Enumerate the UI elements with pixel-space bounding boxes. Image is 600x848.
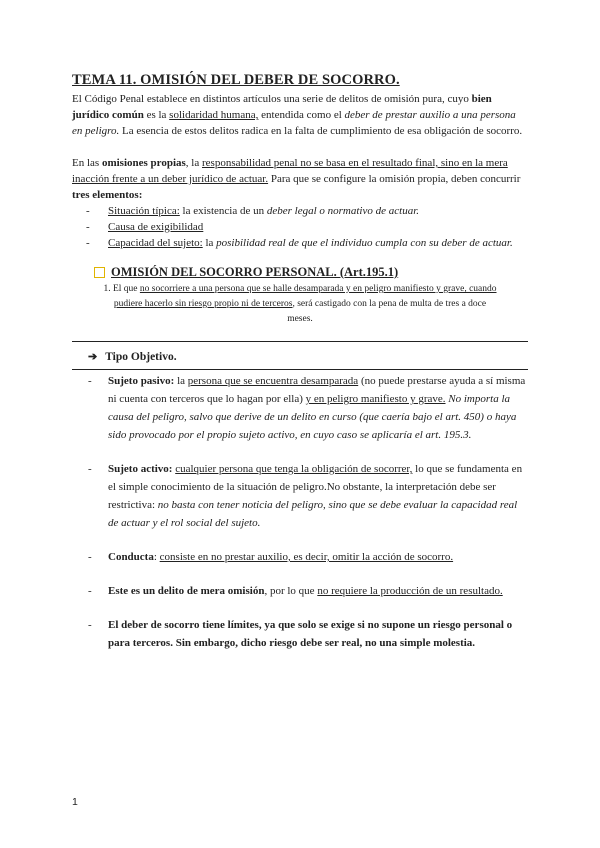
tipo-objetivo-list (72, 372, 528, 652)
omisiones-propias-paragraph (72, 155, 528, 203)
elemento-text: la existencia de un (179, 205, 267, 217)
intro-underline-solidaridad: solidaridad humana, (169, 109, 259, 121)
list-item-limites (72, 616, 528, 652)
article-text-2: , será castigado con la pena de multa de tres a doce meses. (287, 299, 487, 324)
dash-bullet: - (86, 237, 90, 249)
propias-text-2: , la (185, 157, 202, 169)
list-item (72, 203, 528, 219)
propias-text-1: En las (72, 157, 102, 169)
elementos-list (72, 203, 528, 251)
intro-text-2: es la (143, 109, 170, 121)
checkbox-square-icon (94, 267, 105, 278)
item-bold: Sujeto activo: (108, 463, 173, 475)
list-item-conducta (72, 548, 528, 566)
section-heading (94, 265, 528, 280)
intro-text-3: entendida como el (258, 109, 345, 121)
elemento-italic: posibilidad real de que el individuo cumpla con su deber de actuar. (216, 237, 513, 249)
page-number: 1 (72, 796, 78, 808)
item-italic: No importa la causa del peligro, salvo que derive de un delito en curso (que caería bajo el art. 450) o haya sido provocado por el propio sujeto activo, en cuyo caso se aplicaría el art. 195.3. (108, 393, 517, 441)
intro-italic-deber: deber de prestar auxilio a una persona en peligro. (72, 109, 516, 137)
tipo-objetivo-label: Tipo Objetivo. (105, 350, 177, 363)
arrow-right-icon: ➔ (88, 351, 98, 363)
propias-text-3: Para que se configure la omisión propia, deben concurrir (268, 173, 521, 185)
section-title-text: OMISIÓN DEL SOCORRO PERSONAL. (Art.195.1) (111, 265, 399, 279)
article-quote (102, 282, 498, 327)
item-underline: y en peligro manifiesto y grave. (305, 393, 446, 405)
list-item-sujeto-pasivo (72, 372, 528, 444)
dash-bullet: - (88, 375, 92, 387)
document-page (72, 72, 528, 668)
divider-bottom (72, 369, 528, 370)
elemento-text: la (202, 237, 217, 249)
item-text: (no puede prestarse ayuda a sí misma ni cuenta con terceros que lo hagan por ella) (108, 375, 526, 405)
elemento-label: Causa de exigibilidad (108, 221, 204, 233)
tipo-objetivo-heading (72, 342, 528, 369)
item-underline: persona que se encuentra desamparada (187, 375, 359, 387)
item-bold: Conducta (108, 551, 154, 563)
intro-text-1: El Código Penal establece en distintos artículos una serie de delitos de omisión pura, cuyo (72, 93, 472, 105)
dash-bullet: - (86, 205, 90, 217)
item-text: , por lo que (264, 585, 318, 597)
dash-bullet: - (88, 619, 92, 631)
list-item (72, 235, 528, 251)
page-title: TEMA 11. OMISIÓN DEL DEBER DE SOCORRO. (72, 72, 400, 88)
item-underline: consiste en no prestar auxilio, es decir, omitir la acción de socorro. (159, 551, 454, 563)
elemento-label: Situación típica: (108, 205, 180, 217)
dash-bullet: - (86, 221, 90, 233)
list-item-sujeto-activo (72, 460, 528, 532)
item-underline: no requiere la producción de un resultado. (317, 585, 503, 597)
item-text: : (153, 551, 160, 563)
article-text-1: 1. El que (103, 284, 140, 294)
item-italic: no basta con tener noticia del peligro, sino que se debe evaluar la capacidad real de actuar y el rol social del sujeto. (108, 499, 518, 529)
item-bold: Sujeto pasivo: (108, 375, 175, 387)
propias-bold-tres-elementos: tres elementos: (72, 189, 143, 201)
elemento-label: Capacidad del sujeto: (108, 237, 203, 249)
item-text: lo que se fundamenta en el simple conocimiento de la situación de peligro.No obstante, la interpretación debe ser restrictiva: (108, 463, 523, 511)
item-underline: cualquier persona que tenga la obligación de socorrer, (175, 463, 413, 475)
item-text: la (174, 375, 188, 387)
dash-bullet: - (88, 551, 92, 563)
dash-bullet: - (88, 585, 92, 597)
article-underline: no socorriere a una persona que se halle desamparada y en peligro manifiesto y grave, cuando pudiere hacerlo sin riesgo propio ni de terceros (113, 284, 497, 309)
propias-underline-responsabilidad: responsabilidad penal no se basa en el resultado final, sino en la mera inacción frente a un deber jurídico de actuar. (72, 157, 508, 185)
list-item-mera-omision (72, 582, 528, 600)
intro-text-4: La esencia de estos delitos radica en la falta de cumplimiento de esa obligación de socorro. (119, 125, 523, 137)
propias-bold-omisiones: omisiones propias (101, 157, 186, 169)
intro-paragraph (72, 91, 528, 139)
item-bold: El deber de socorro tiene límites, ya que solo se exige si no supone un riesgo personal o para terceros. Sin embargo, dicho riesgo debe ser real, no una simple molestia. (108, 619, 513, 649)
item-bold: Este es un delito de mera omisión (108, 585, 265, 597)
list-item (72, 219, 528, 235)
dash-bullet: - (88, 463, 92, 475)
intro-bold-bien-juridico: bien jurídico común (72, 93, 492, 121)
elemento-italic: deber legal o normativo de actuar. (266, 205, 420, 217)
